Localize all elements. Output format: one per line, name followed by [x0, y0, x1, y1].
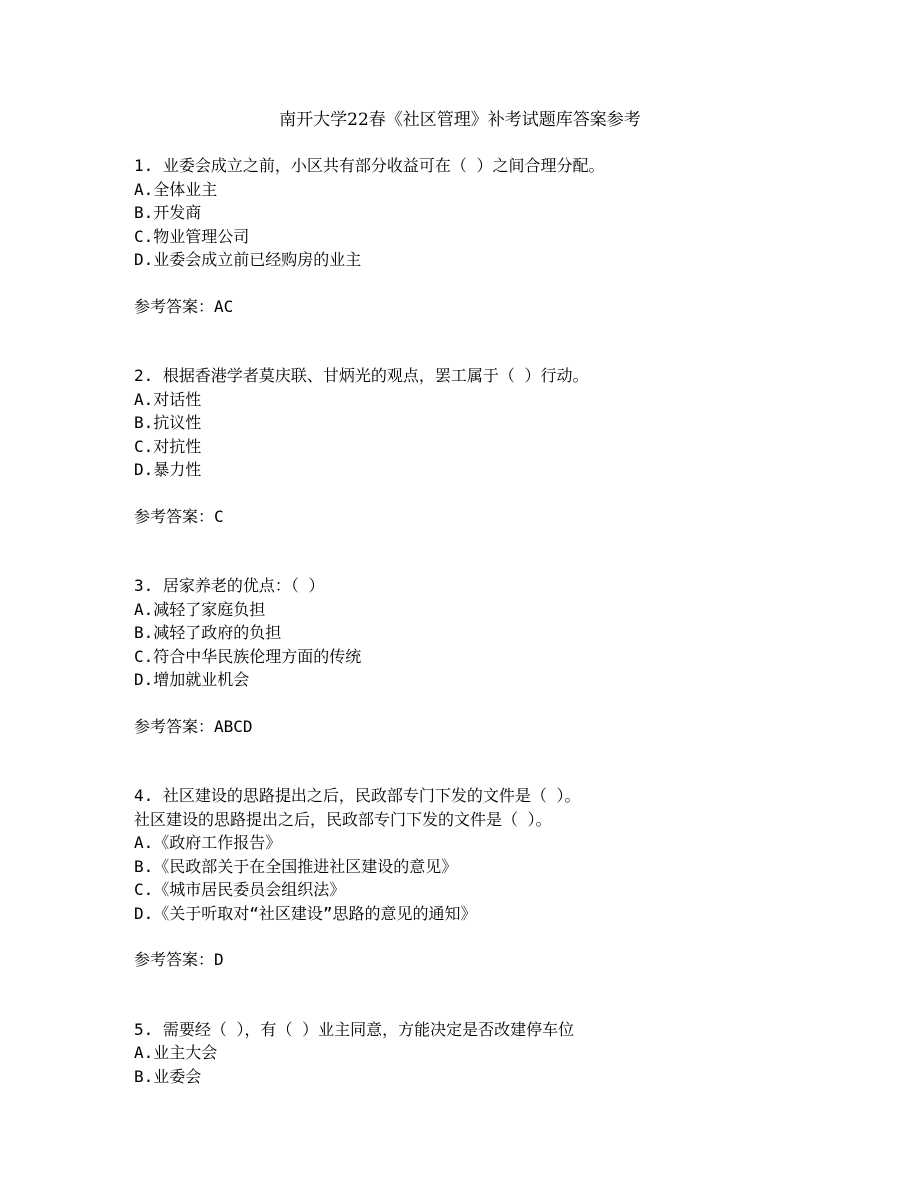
option-b: B.减轻了政府的负担 [134, 623, 282, 642]
option-b: B.开发商 [134, 203, 202, 222]
option-b: B.抗议性 [134, 413, 202, 432]
question-stem-repeat: 社区建设的思路提出之后，民政部专门下发的文件是（ ）。 [134, 809, 552, 829]
option-d: D.增加就业机会 [134, 670, 250, 689]
option-b: B.《民政部关于在全国推进社区建设的意见》 [134, 856, 458, 876]
option-d: D.业委会成立前已经购房的业主 [134, 250, 362, 269]
option-d: D.《关于听取对“社区建设”思路的意见的通知》 [134, 903, 477, 923]
option-c: C.对抗性 [134, 436, 202, 456]
option-a: A.减轻了家庭负担 [134, 599, 266, 619]
option-c: C.符合中华民族伦理方面的传统 [134, 646, 362, 666]
question-5 [134, 1018, 874, 1089]
question-stem: 4. 社区建设的思路提出之后，民政部专门下发的文件是（ ）。 [134, 786, 581, 805]
question-2 [134, 364, 874, 528]
question-3 [134, 574, 874, 738]
question-stem: 1. 业委会成立之前，小区共有部分收益可在（ ）之间合理分配。 [134, 156, 605, 175]
option-b: B.业委会 [134, 1066, 202, 1086]
option-a: A.全体业主 [134, 179, 218, 199]
question-list [134, 154, 874, 1088]
reference-answer: 参考答案：AC [134, 296, 234, 316]
question-1 [134, 154, 874, 318]
question-4 [134, 784, 874, 972]
reference-answer: 参考答案：D [134, 950, 224, 969]
option-a: A.业主大会 [134, 1043, 218, 1062]
option-c: C.物业管理公司 [134, 226, 250, 246]
option-a: A.《政府工作报告》 [134, 833, 282, 852]
reference-answer: 参考答案：ABCD [134, 716, 253, 736]
document-title: 南开大学22春《社区管理》补考试题库答案参考 [279, 110, 641, 130]
option-c: C.《城市居民委员会组织法》 [134, 880, 346, 899]
option-d: D.暴力性 [134, 460, 202, 479]
question-stem: 5. 需要经（ ），有（ ）业主同意，方能决定是否改建停车位 [134, 1019, 575, 1039]
reference-answer: 参考答案：C [134, 506, 224, 526]
question-stem: 3. 居家养老的优点：（ ） [134, 576, 325, 595]
option-a: A.对话性 [134, 389, 202, 409]
question-stem: 2. 根据香港学者莫庆联、甘炳光的观点，罢工属于（ ）行动。 [134, 366, 589, 385]
